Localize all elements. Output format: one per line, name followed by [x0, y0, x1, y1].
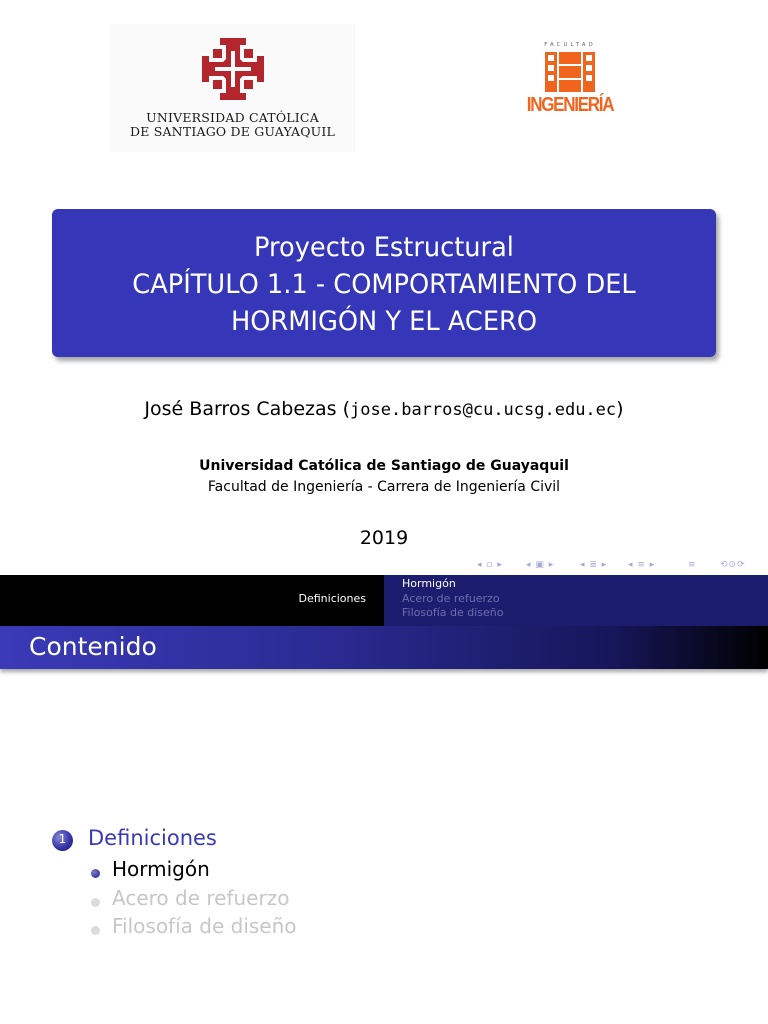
nav-subsection-icon[interactable]: ◂ ▣ ▸: [526, 560, 555, 570]
title-box: [52, 209, 716, 357]
nav-subsection-hormigon[interactable]: Hormigón: [402, 577, 456, 590]
cross-emblem-icon: [200, 36, 266, 102]
ingenieria-logo: [515, 38, 625, 128]
ucsg-logo: [110, 24, 355, 152]
bullet-icon: [91, 926, 100, 935]
nav-toc-icon[interactable]: ◂ ≡ ▸: [628, 560, 656, 570]
ucsg-logo-line2: DE SANTIAGO DE GUAYAQUIL: [129, 124, 336, 139]
nav-header: [0, 575, 768, 626]
content-slide: [0, 575, 768, 1024]
nav-frame-icon[interactable]: ◂ ▫ ▸: [477, 560, 503, 570]
title-line-1: Proyecto Estructural: [254, 232, 514, 263]
author-email[interactable]: jose.barros@cu.ucsg.edu.ec: [350, 400, 617, 420]
section-number-ball: [52, 830, 73, 851]
toc-section-label[interactable]: Definiciones: [88, 826, 217, 850]
author-name: José Barros Cabezas: [144, 398, 337, 420]
bullet-icon: [91, 898, 100, 907]
nav-section-icon[interactable]: ◂ ≣ ▸: [580, 560, 608, 570]
frame-title: Contenido: [29, 632, 157, 661]
frame-title-bar: [0, 626, 768, 669]
ucsg-logo-line1: UNIVERSIDAD CATÓLICA: [146, 110, 319, 125]
year: 2019: [359, 527, 409, 549]
ingenieria-logo-top: FACULTAD: [544, 42, 596, 48]
title-line-3: HORMIGÓN Y EL ACERO: [230, 306, 538, 337]
nav-subsection-area: [384, 575, 768, 626]
nav-subsection-acero[interactable]: Acero de refuerzo: [402, 592, 500, 605]
building-emblem-icon: [545, 52, 595, 92]
toc-item-label: Filosofía de diseño: [112, 914, 297, 938]
nav-back-icon[interactable]: ≡: [688, 560, 697, 570]
nav-subsection-filosofia[interactable]: Filosofía de diseño: [402, 606, 504, 619]
faculty: Facultad de Ingeniería - Carrera de Ingeniería Civil: [207, 479, 561, 495]
nav-section-area: [0, 575, 384, 626]
toc-item-label: Hormigón: [112, 857, 210, 881]
toc-item-label: Acero de refuerzo: [112, 886, 290, 910]
section-number: 1: [58, 832, 67, 846]
nav-search-icon[interactable]: ⟲⊙⟳: [720, 560, 746, 570]
institution: Universidad Católica de Santiago de Guayaquil: [199, 458, 569, 474]
nav-section-definiciones[interactable]: Definiciones: [298, 592, 366, 605]
author: José Barros Cabezas (jose.barros@cu.ucsg.edu.ec): [144, 398, 624, 420]
ingenieria-logo-word: INGENIERÍA: [526, 94, 614, 116]
bullet-icon: [91, 869, 100, 878]
title-line-2: CAPÍTULO 1.1 - COMPORTAMIENTO DEL: [132, 269, 636, 300]
